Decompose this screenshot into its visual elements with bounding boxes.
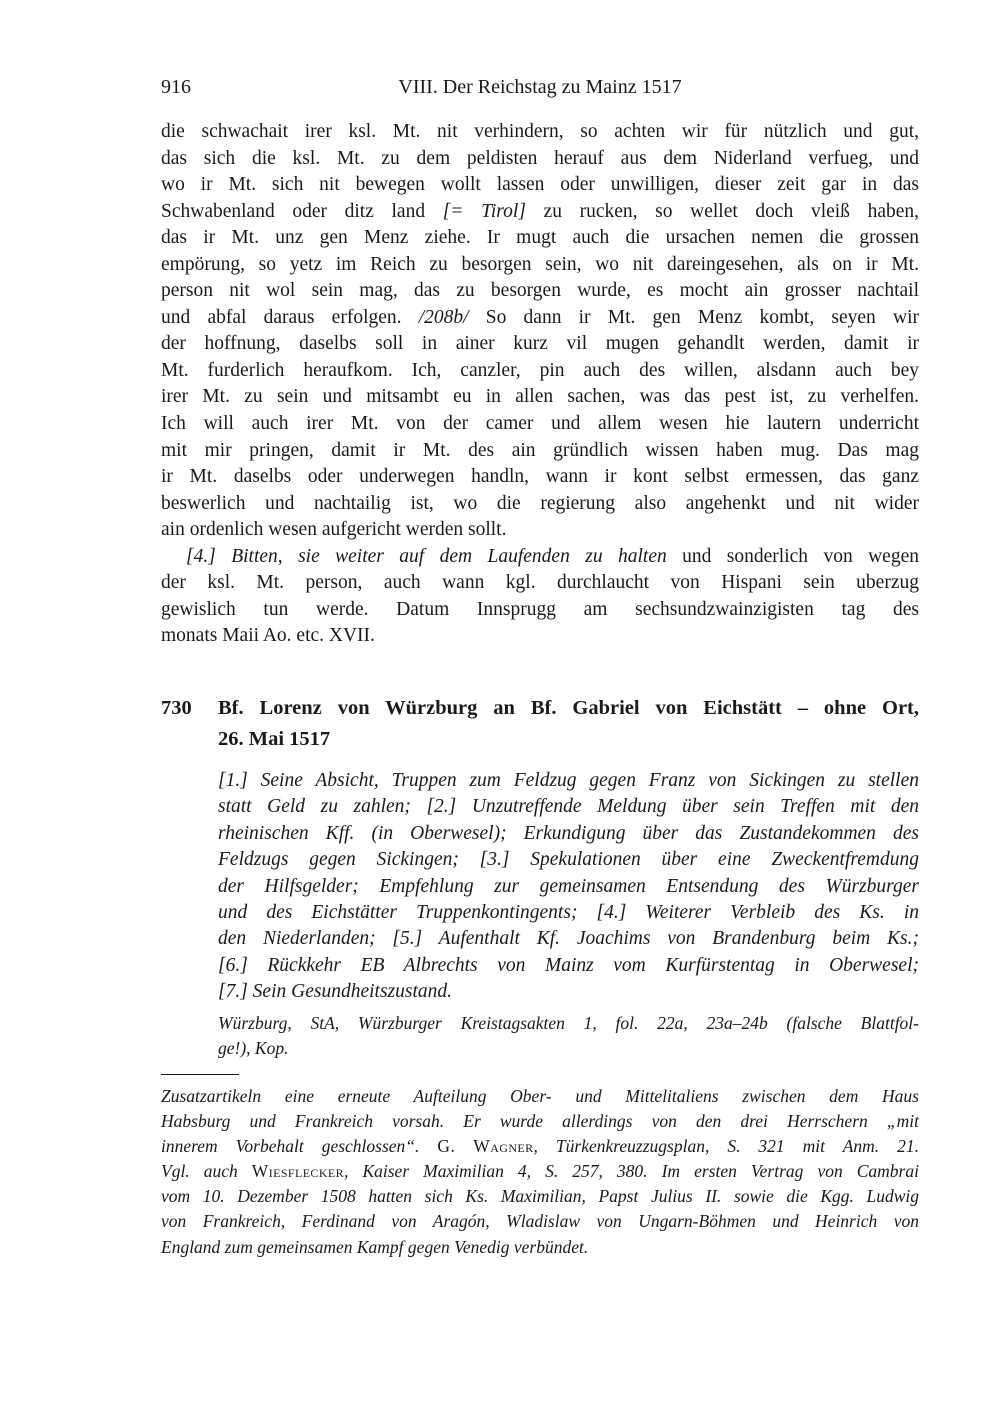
text-line [161,252,919,279]
text-segment: und des Eichstätter Truppenkontingents; [4.] Weiterer Verbleib des Ks. in [218,902,919,924]
text-segment: Zusatzartikeln eine erneute Aufteilung Ober- und Mittelitaliens zwischen dem Haus [161,1086,919,1106]
text-line [218,1036,919,1061]
text-segment: Vgl. auch [161,1161,252,1182]
text-segment: 26. Mai 1517 [218,728,331,750]
text-segment: rheinischen Kff. (in Oberwesel); Erkundigung über das Zustandekommen des [218,822,919,844]
text-segment: der ksl. Mt. person, auch wann kgl. durchlaucht von Hispani sein uberzug [161,572,919,594]
text-line [218,724,919,755]
entry-summary [218,768,919,1006]
running-title: VIII. Der Reichstag zu Mainz 1517 [398,76,682,98]
text-segment: und sonderlich von wegen [666,545,919,567]
text-line [218,900,919,926]
entry-number: 730 [161,697,192,719]
text-segment: den Niederlanden; [5.] Aufenthalt Kf. Joachims von Brandenburg beim Ks.; [218,928,919,950]
text-segment: [6.] Rückkehr EB Albrechts von Mainz vom Kurfürstentag in Oberwesel; [218,954,919,976]
text-segment: ir Mt. daselbs oder underwegen handln, wann ir kont selbst ermessen, das ganz [161,466,919,488]
text-segment: vom 10. Dezember 1508 hatten sich Ks. Maximilian, Papst Julius II. sowie die Kgg. Ludwig [161,1186,919,1207]
text-segment: So dann ir Mt. gen Menz kombt, seyen wir [468,306,919,328]
text-line [161,1134,919,1159]
text-line [161,305,919,332]
text-segment: [4.] Bitten, sie weiter auf dem Laufenden zu halten [186,545,667,567]
text-line [161,384,919,411]
text-line [218,953,919,979]
text-line [161,438,919,465]
source-note [218,1011,919,1061]
text-line [161,199,919,226]
text-segment: [= Tirol] [442,200,526,222]
text-segment: Mt. furderlich heraufkom. Ich, canzler, pin auch des willen, alsdann auch bey [161,359,919,381]
text-segment: ain ordenlich wesen aufgericht werden sollt. [161,519,507,541]
text-line [161,544,919,571]
text-segment: G. Wagner [437,1136,534,1157]
text-line [161,1159,919,1184]
text-segment: , Kaiser Maximilian 4, S. 257, 380. Im ersten Vertrag von Cambrai [344,1161,919,1182]
text-line [161,1109,919,1134]
text-segment: , Türkenkreuzzugsplan, S. 321 mit Anm. 21. [533,1136,919,1157]
text-line [218,768,919,794]
text-line [161,1084,919,1109]
text-segment: das ir Mt. unz gen Menz ziehe. Ir mugt auch die ursachen nemen die grossen [161,227,919,249]
text-line [218,1011,919,1036]
footnote-rule [161,1074,239,1075]
text-segment: [1.] Seine Absicht, Truppen zum Feldzug gegen Franz von Sickingen zu stellen [218,770,919,791]
text-line [161,623,919,650]
text-line [161,1184,919,1209]
text-segment: person nit wol sein mag, das zu besorgen wurde, es mocht ain grosser nachtail [161,280,919,302]
text-segment: mit mir pringen, damit ir Mt. des ain gründlich wissen haben mug. Das mag [161,439,919,461]
text-line [218,693,919,724]
text-segment: Feldzugs gegen Sickingen; [3.] Spekulationen über eine Zweckentfremdung [218,849,919,871]
text-line [161,172,919,199]
page-number: 916 [161,76,191,98]
text-segment: wo ir Mt. sich nit bewegen wollt lassen oder unwilligen, dieser zeit gar in das [161,174,919,196]
text-line [161,517,919,544]
entry-heading [161,693,919,755]
entry-heading-text [218,693,919,755]
text-line [161,331,919,358]
text-line [218,794,919,820]
text-segment: das sich die ksl. Mt. zu dem peldisten herauf aus dem Niderland verfueg, und [161,147,919,169]
text-line [161,491,919,518]
text-segment: innerem Vorbehalt geschlossen“. [161,1136,438,1157]
text-line [161,597,919,624]
text-segment: Bf. Lorenz von Würzburg an Bf. Gabriel von Eichstätt – ohne Ort, [218,697,919,719]
page-header [161,76,919,104]
text-segment: statt Geld zu zahlen; [2.] Unzutreffende Meldung über sein Treffen mit den [218,796,919,818]
text-line [161,411,919,438]
text-line [218,979,919,1005]
text-segment: die schwachait irer ksl. Mt. nit verhindern, so achten wir für nützlich und gut, [161,121,919,142]
text-segment: der hoffnung, daselbs soll in ainer kurz vil mugen gehandlt werden, damit ir [161,333,919,355]
text-line [161,1209,919,1234]
text-line [161,1235,919,1260]
text-segment: monats Maii Ao. etc. XVII. [161,625,375,647]
text-line [161,570,919,597]
text-line [218,874,919,900]
main-body-text [161,119,919,650]
text-segment: der Hilfsgelder; Empfehlung zur gemeinsamen Entsendung des Würzburger [218,875,919,897]
text-line [161,225,919,252]
text-segment: zu rucken, so wellet doch vleiß haben, [525,200,919,222]
text-segment: Ich will auch irer Mt. von der camer und allem wesen hie lautern underricht [161,413,919,435]
text-segment: und abfal daraus erfolgen. [161,306,419,328]
text-line [161,119,919,146]
text-line [161,358,919,385]
text-line [218,847,919,873]
text-line [161,146,919,173]
text-segment: irer Mt. zu sein und mitsambt eu in allen sachen, was das pest ist, zu verhelfen. [161,386,919,408]
text-segment: gewislich tun werde. Datum Innsprugg am sechsundzwainzigisten tag des [161,598,919,620]
text-segment: beswerlich und nachtailig ist, wo die regierung also angehenkt und nit wider [161,492,919,514]
text-line [161,464,919,491]
text-line [218,926,919,952]
text-line [161,278,919,305]
text-segment: Wiesflecker [251,1161,345,1182]
text-segment: [7.] Sein Gesundheitszustand. [218,981,452,1003]
text-segment: ge!), Kop. [218,1038,289,1058]
text-segment: Würzburg, StA, Würzburger Kreistagsakten 1, fol. 22a, 23a–24b (falsche Blattfol- [218,1013,919,1033]
text-segment: Schwabenland oder ditz land [161,200,443,222]
footnote-text [161,1084,919,1260]
text-segment: von Frankreich, Ferdinand von Aragón, Wladislaw von Ungarn-Böhmen und Heinrich von [161,1211,919,1232]
text-segment: empörung, so yetz im Reich zu besorgen sein, wo nit dareingesehen, als on ir Mt. [161,253,919,275]
text-segment: Habsburg und Frankreich vorsah. Er wurde allerdings von den drei Herrschern „mit [161,1111,919,1132]
text-line [218,821,919,847]
text-segment: /208b/ [418,306,469,328]
text-segment: England zum gemeinsamen Kampf gegen Venedig verbündet. [161,1236,589,1257]
